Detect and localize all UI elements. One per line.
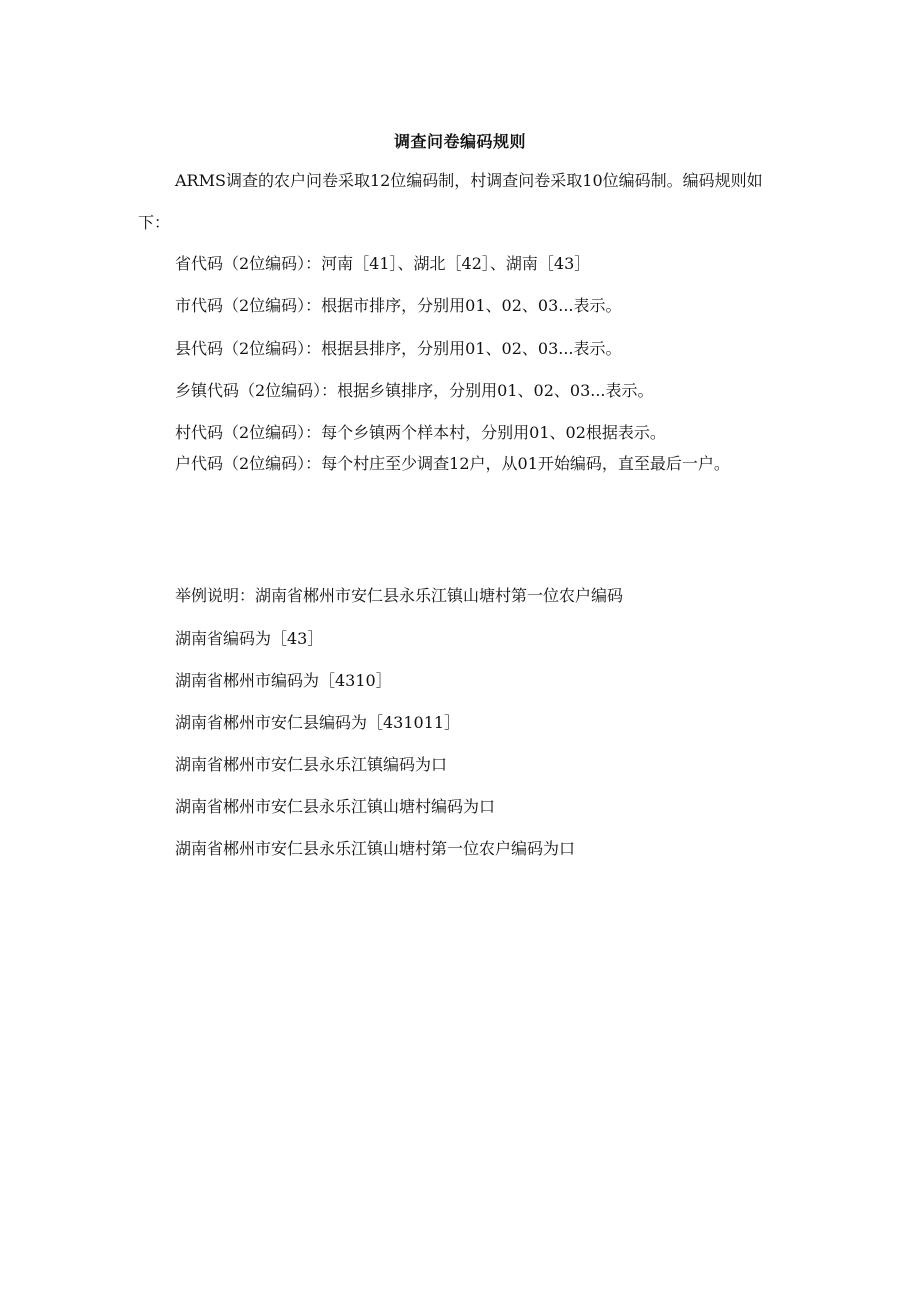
example-province: 湖南省编码为［43］ (175, 629, 324, 648)
rule-county: 县代码（2位编码）：根据县排序，分别用01、02、03...表示。 (175, 339, 622, 358)
intro-paragraph: ARMS调查的农户问卷采取12位编码制，村调查问卷采取10位编码制。编码规则如下： (138, 171, 763, 232)
document-title: 调查问卷编码规则 (393, 132, 526, 151)
rule-province: 省代码（2位编码）：河南［41］、湖北［42］、湖南［43］ (175, 254, 591, 273)
rule-township: 乡镇代码（2位编码）：根据乡镇排序，分别用01、02、03...表示。 (175, 381, 654, 400)
example-household: 湖南省郴州市安仁县永乐江镇山塘村第一位农户编码为口 (175, 839, 576, 858)
example-village: 湖南省郴州市安仁县永乐江镇山塘村编码为口 (175, 797, 496, 816)
example-city: 湖南省郴州市编码为［4310］ (175, 671, 392, 690)
rule-household: 户代码（2位编码）：每个村庄至少调查12户，从01开始编码，直至最后一户。 (175, 454, 730, 473)
example-heading: 举例说明：湖南省郴州市安仁县永乐江镇山塘村第一位农户编码 (175, 586, 624, 605)
rule-village: 村代码（2位编码）：每个乡镇两个样本村，分别用01、02根据表示。 (175, 423, 666, 442)
example-county: 湖南省郴州市安仁县编码为［431011］ (175, 713, 461, 732)
rule-city: 市代码（2位编码）：根据市排序，分别用01、02、03...表示。 (175, 296, 622, 315)
example-township: 湖南省郴州市安仁县永乐江镇编码为口 (175, 755, 448, 774)
